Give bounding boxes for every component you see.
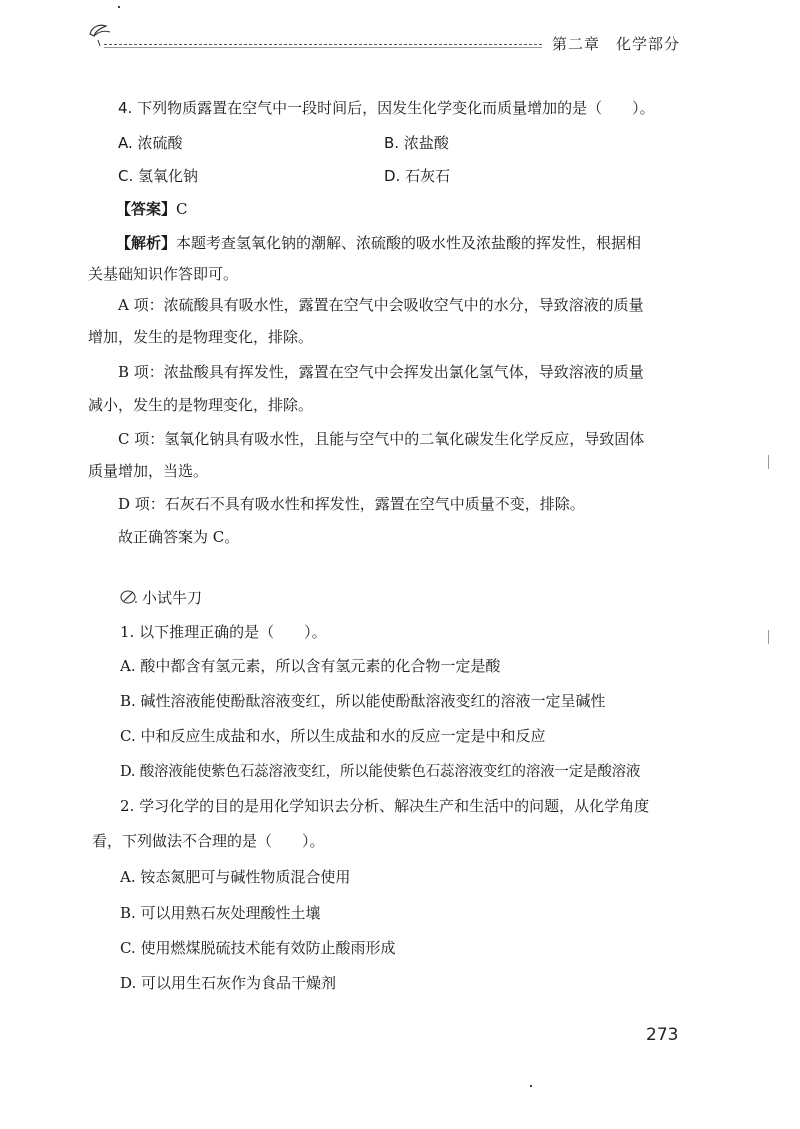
p1-option-c: C. 中和反应生成盐和水，所以生成盐和水的反应一定是中和反应 [120, 727, 546, 745]
scan-mark [768, 630, 769, 644]
analysis-text-1: 本题考查氢氧化钠的潮解、浓硫酸的吸水性及浓盐酸的挥发性，根据相 [176, 234, 642, 252]
header-rule-thin [104, 47, 542, 48]
q4-conclusion: 故正确答案为 C。 [118, 528, 240, 546]
analysis-line-1 [116, 233, 641, 253]
q4-option-b: B. 浓盐酸 [384, 134, 449, 152]
p2-option-a: A. 铵态氮肥可与碱性物质混合使用 [120, 868, 351, 886]
option-b-analysis-1: B 项：浓盐酸具有挥发性，露置在空气中会挥发出氯化氢气体，导致溶液的质量 [118, 363, 644, 381]
analysis-line-2: 关基础知识作答即可。 [88, 265, 239, 283]
option-a-analysis-2: 增加，发生的是物理变化，排除。 [88, 328, 314, 346]
q4-option-d: D. 石灰石 [384, 167, 451, 185]
p2-option-d: D. 可以用生石灰作为食品干燥剂 [120, 974, 337, 992]
chapter-title: 第二章 化学部分 [552, 35, 681, 53]
option-c-analysis-2: 质量增加，当选。 [88, 462, 209, 480]
header-rule [104, 44, 542, 45]
option-a-analysis-1: A 项：浓硫酸具有吸水性，露置在空气中会吸收空气中的水分，导致溶液的质量 [118, 296, 644, 314]
p2-stem-2: 看，下列做法不合理的是（ ）。 [92, 832, 325, 850]
scan-speck [118, 6, 120, 8]
p1-option-a: A. 酸中都含有氢元素，所以含有氢元素的化合物一定是酸 [120, 657, 501, 675]
p2-stem-1: 2. 学习化学的目的是用化学知识去分析、解决生产和生活中的问题，从化学角度 [120, 797, 650, 815]
q4-stem: 4. 下列物质露置在空气中一段时间后，因发生化学变化而质量增加的是（ ）。 [118, 99, 655, 117]
pencil-circle-icon [120, 588, 138, 606]
option-d-analysis: D 项：石灰石不具有吸水性和挥发性，露置在空气中质量不变，排除。 [118, 495, 585, 513]
answer-value: C [176, 200, 188, 218]
option-c-analysis-1: C 项：氢氧化钠具有吸水性，且能与空气中的二氧化碳发生化学反应，导致固体 [118, 430, 645, 448]
q4-option-c: C. 氢氧化钠 [118, 167, 199, 185]
p1-option-d: D. 酸溶液能使紫色石蕊溶液变红，所以能使紫色石蕊溶液变红的溶液一定是酸溶液 [120, 764, 641, 780]
section-title: 小试牛刀 [142, 589, 203, 607]
q4-answer [116, 199, 188, 219]
answer-label: 【答案】 [116, 200, 177, 218]
scan-mark [768, 455, 769, 469]
page-number: 273 [646, 1025, 679, 1045]
p2-option-b: B. 可以用熟石灰处理酸性土壤 [120, 904, 321, 922]
p2-option-c: C. 使用燃煤脱硫技术能有效防止酸雨形成 [120, 939, 396, 957]
scan-speck [530, 1085, 532, 1087]
option-b-analysis-2: 减小，发生的是物理变化，排除。 [88, 396, 314, 414]
p1-option-b: B. 碱性溶液能使酚酞溶液变红，所以能使酚酞溶液变红的溶液一定呈碱性 [120, 692, 606, 710]
analysis-label: 【解析】 [116, 234, 177, 252]
q4-option-a: A. 浓硫酸 [118, 134, 183, 152]
p1-stem: 1. 以下推理正确的是（ ）。 [120, 623, 327, 641]
leaf-logo-icon [86, 20, 112, 46]
